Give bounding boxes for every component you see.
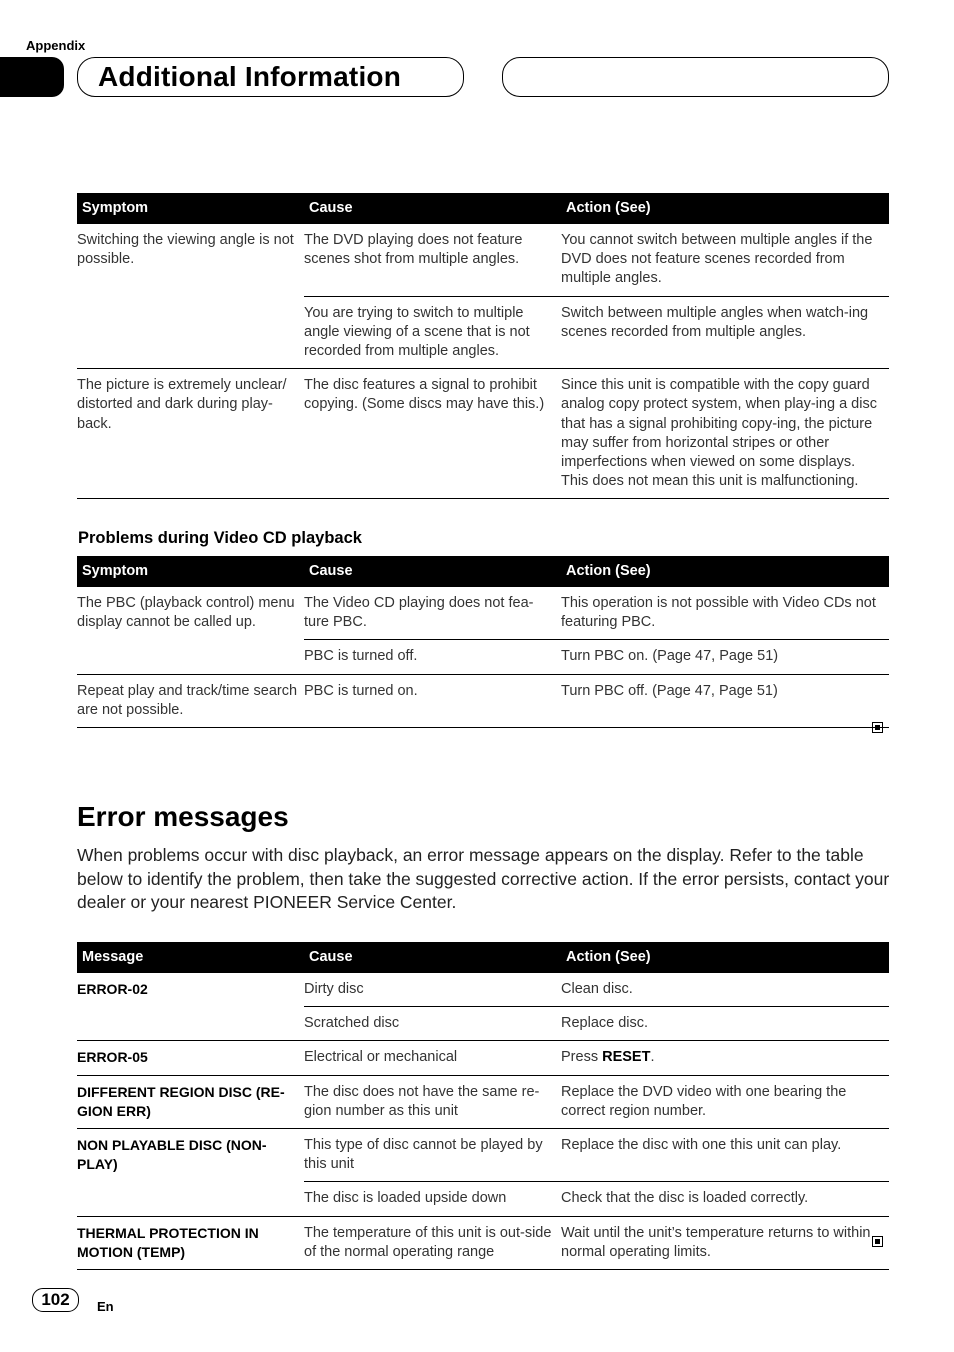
action-text: .	[650, 1049, 655, 1066]
table-row	[77, 1216, 889, 1269]
table-header-row	[77, 942, 889, 973]
header-message: Message	[77, 942, 304, 973]
header-action: Action (See)	[561, 556, 889, 587]
action-cell: Wait until the unit’s temperature returns to within normal operating limits.	[561, 1216, 889, 1269]
action-cell: Replace disc.	[561, 1007, 889, 1041]
message-cell: DIFFERENT REGION DISC (RE-GION ERR)	[77, 1075, 304, 1128]
cause-cell: PBC is turned off.	[304, 640, 561, 674]
action-cell: Replace the DVD video with one bearing the correct region number.	[561, 1075, 889, 1128]
cause-cell: The temperature of this unit is out-side of the normal operating range	[304, 1216, 561, 1269]
table-row	[77, 1041, 889, 1075]
action-cell: Turn PBC on. (Page 47, Page 51)	[561, 640, 889, 674]
table-row	[77, 640, 889, 674]
cause-cell: Scratched disc	[304, 1007, 561, 1041]
vcd-symptom-table	[77, 556, 889, 728]
message-cell: ERROR-05	[77, 1041, 304, 1075]
cause-cell: The disc is loaded upside down	[304, 1182, 561, 1216]
action-cell: Turn PBC off. (Page 47, Page 51)	[561, 674, 889, 727]
table-header-row	[77, 193, 889, 224]
cause-cell: The Video CD playing does not fea-ture PBC.	[304, 587, 561, 640]
section-title: Additional Information	[98, 61, 402, 92]
header-symptom: Symptom	[77, 193, 304, 224]
header-symptom: Symptom	[77, 556, 304, 587]
action-cell: Clean disc.	[561, 973, 889, 1007]
section-end-mark-icon	[872, 722, 883, 733]
message-cell: NON PLAYABLE DISC (NON-PLAY)	[77, 1137, 267, 1173]
symptom-cell: The picture is extremely unclear/ distorted and dark during play-back.	[77, 369, 304, 499]
action-text: Press	[561, 1049, 603, 1066]
table-row	[77, 1129, 889, 1182]
action-cell: Replace the disc with one this unit can play.	[561, 1129, 889, 1182]
appendix-label: Appendix	[26, 38, 86, 53]
header-cause: Cause	[304, 193, 561, 224]
table-row	[77, 1007, 889, 1041]
action-cell	[561, 1041, 889, 1075]
table-row	[77, 1075, 889, 1128]
action-cell: This operation is not possible with Video CDs not featuring PBC.	[561, 587, 889, 640]
dvd-symptom-table	[77, 193, 889, 499]
symptom-cell	[77, 296, 304, 369]
table-row	[77, 674, 889, 727]
header-action: Action (See)	[561, 942, 889, 973]
table-row	[77, 973, 889, 1007]
error-messages-intro: When problems occur with disc playback, an error message appears on the display. Refer to the table below to identify the problem, then take the suggested corrective action. If the error persists, contact your dealer or your nearest PIONEER Service Center.	[77, 845, 890, 912]
section-title-box	[77, 57, 464, 97]
page-number: 102	[32, 1288, 79, 1312]
header-cause: Cause	[304, 556, 561, 587]
message-cell: THERMAL PROTECTION IN MOTION (TEMP)	[77, 1216, 304, 1269]
cause-cell: The disc features a signal to prohibit copying. (Some discs may have this.)	[304, 369, 561, 499]
message-cell: ERROR-02	[77, 981, 148, 997]
language-label: En	[97, 1299, 114, 1314]
header-cause: Cause	[304, 942, 561, 973]
cause-cell: This type of disc cannot be played by this unit	[304, 1129, 561, 1182]
cause-cell: The disc does not have the same re-gion number as this unit	[304, 1075, 561, 1128]
header-action: Action (See)	[561, 193, 889, 224]
action-cell: Since this unit is compatible with the copy guard analog copy protect system, when play-ing a disc that has a signal prohibiting copy-ing, the picture may suffer from horizontal stripes or other imperfections when viewed on some displays. This does not mean this unit is malfunctioning.	[561, 369, 889, 499]
table-header-row	[77, 556, 889, 587]
table-row	[77, 369, 889, 499]
action-cell: You cannot switch between multiple angles if the DVD does not feature scenes recorded from multiple angles.	[561, 224, 889, 296]
blank-title-box	[502, 57, 889, 97]
action-cell: Check that the disc is loaded correctly.	[561, 1182, 889, 1216]
message-cell	[77, 1007, 304, 1041]
vcd-section-heading: Problems during Video CD playback	[78, 529, 362, 547]
cause-cell: You are trying to switch to multiple angle viewing of a scene that is not recorded from multiple angles.	[304, 296, 561, 369]
table-row	[77, 1182, 889, 1216]
action-cell: Switch between multiple angles when watch-ing scenes recorded from multiple angles.	[561, 296, 889, 369]
symptom-cell: The PBC (playback control) menu display cannot be called up.	[77, 595, 295, 631]
symptom-cell: Switching the viewing angle is not possible.	[77, 232, 294, 268]
table-row	[77, 224, 889, 296]
cause-cell: Electrical or mechanical	[304, 1041, 561, 1075]
cause-cell: Dirty disc	[304, 973, 561, 1007]
table-row	[77, 296, 889, 369]
table-row	[77, 587, 889, 640]
section-end-mark-icon	[872, 1236, 883, 1247]
reset-button-label: RESET	[602, 1049, 651, 1066]
cause-cell: The DVD playing does not feature scenes shot from multiple angles.	[304, 224, 561, 296]
section-tab-marker	[0, 57, 64, 97]
cause-cell: PBC is turned on.	[304, 674, 561, 727]
symptom-cell: Repeat play and track/time search are not possible.	[77, 674, 304, 727]
symptom-cell	[77, 640, 304, 674]
error-messages-table	[77, 942, 889, 1270]
message-cell	[77, 1182, 304, 1216]
error-messages-title: Error messages	[77, 801, 289, 832]
